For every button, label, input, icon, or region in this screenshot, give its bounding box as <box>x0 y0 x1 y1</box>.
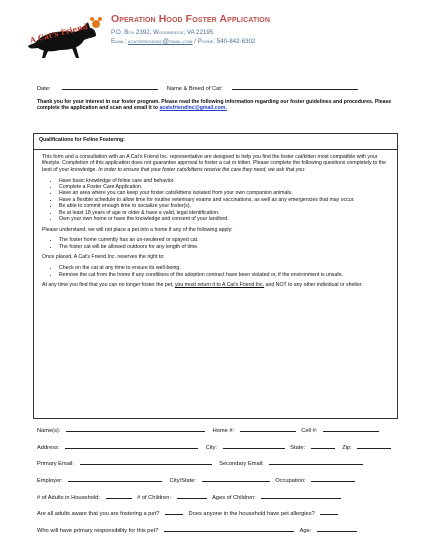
list-item: • Have basic knowledge of feline care and behavior. <box>59 178 389 184</box>
breed-label: Name & Breed of Cat: <box>166 86 223 92</box>
zip-label: Zip: <box>342 445 352 451</box>
children-field[interactable] <box>177 492 207 499</box>
list-item: • Complete a Foster Care Application. <box>59 184 389 190</box>
adults-field[interactable] <box>106 492 132 499</box>
email-link[interactable]: acatsfriendinc@gmail.com <box>127 38 193 45</box>
allergies-field[interactable] <box>320 508 338 515</box>
qualifications-heading: Qualifications for Feline Fostering: <box>34 134 397 150</box>
city-state-field[interactable] <box>202 475 270 482</box>
responsibility-field[interactable] <box>164 525 294 532</box>
city-label: City: <box>205 445 218 451</box>
date-label: Date: <box>37 86 51 92</box>
intro-text: Thank you for your interest in our foster program. Please read the following information regarding our foster guidelines and procedures. Please complete the application and scan and email it to <box>37 99 392 112</box>
secondary-email-label: Secondary Email: <box>219 461 264 467</box>
org-address: P.O. Box 2392, Woodbridge, VA 22195 <box>111 29 214 36</box>
list-item: • The foster home currently has an un-neutered or spayed cat. <box>59 237 389 243</box>
list-item: • Be at least 18 years of age or older & have a valid, legal identification. <box>59 210 389 216</box>
home-phone-field[interactable] <box>240 425 296 432</box>
form-row-email <box>37 458 363 468</box>
employer-label: Employer: <box>37 478 63 484</box>
qualifications-intro <box>42 154 389 173</box>
age-label: Age: <box>299 528 312 534</box>
restrictions-list <box>42 237 389 250</box>
cell-phone-label: Cell #: <box>301 428 318 434</box>
qualifications-box <box>33 133 398 419</box>
state-field[interactable] <box>311 442 335 449</box>
return-policy-underlined: you must return it to A Cat's Friend Inc. <box>174 282 265 289</box>
children-label: # of Children: <box>137 495 171 501</box>
page-title: Operation Hood Foster Application <box>111 13 270 25</box>
form-row-employment <box>37 475 355 485</box>
state-label: State: <box>290 445 306 451</box>
logo <box>26 14 102 62</box>
aware-field[interactable] <box>165 508 183 515</box>
top-fields <box>37 83 358 93</box>
email-label: Email: <box>111 38 127 45</box>
responsibility-label: Who will have primary responsibility for this pet? <box>37 528 159 534</box>
age-field[interactable] <box>317 525 357 532</box>
return-policy-a: At any time you find that you can no longer foster the pet, <box>42 282 174 289</box>
form-row-responsibility <box>37 525 357 535</box>
occupation-label: Occupation: <box>275 478 306 484</box>
rights-intro: Once placed, A Cat's Friend Inc. reserves the right to: <box>42 254 165 261</box>
return-policy <box>42 282 389 288</box>
list-item: • Be able to commit enough time to socialize your foster(s). <box>59 203 389 209</box>
list-item: • Have an area where you can keep your foster cats/kittens isolated from your own companion animals. <box>59 190 389 196</box>
address-field[interactable] <box>65 442 198 449</box>
occupation-field[interactable] <box>311 475 355 482</box>
ages-label: Ages of Children: <box>212 495 256 501</box>
aware-label: Are all adults aware that you are fostering a pet? <box>37 511 160 517</box>
zip-field[interactable] <box>357 442 391 449</box>
list-item: • The foster cat will be allowed outdoors for any length of time. <box>59 244 389 250</box>
return-policy-b: and NOT to any other individual or shelter. <box>265 282 363 289</box>
city-field[interactable] <box>223 442 285 449</box>
employer-field[interactable] <box>68 475 162 482</box>
list-item: • Have a flexible schedule to allow time for routine veterinary exams and vaccinations, as well as any emergencies that may occur. <box>59 197 389 203</box>
list-item: • Check on the cat at any time to ensure its well-being. <box>59 265 389 271</box>
phone-number: 540-842-6302 <box>216 38 256 45</box>
qualifications-para1: This form and a consultation with an A Cat's Friend Inc. representative are designed to help you find the foster cat/kitten most compatible with your lifestyle. Completion of this application does not guarantee approval to foster a cat or kitten. Please complete the following questions completely to the best of your knowledge. <box>42 154 387 173</box>
city-state-label: City/State: <box>169 478 197 484</box>
cat-name-breed-field[interactable] <box>232 83 358 90</box>
allergies-label: Does anyone in the household have pet allergies? <box>188 511 315 517</box>
rights-list <box>42 265 389 278</box>
list-item: • Own your own home or have the knowledge and consent of your landlord. <box>59 216 389 222</box>
home-phone-label: Home #: <box>212 428 235 434</box>
logo-text: A Cat's Friend <box>28 21 89 45</box>
ages-field[interactable] <box>261 492 341 499</box>
primary-email-field[interactable] <box>80 458 212 465</box>
intro-email-link[interactable]: acatsfriendinc@gmail.com. <box>159 105 227 112</box>
address-label: Address: <box>37 445 60 451</box>
qualifications-para1-italic: In order to ensure that your foster cats/kittens receive the care they need, we ask that you: <box>98 166 306 173</box>
intro-paragraph <box>37 99 397 112</box>
name-label: Name(s): <box>37 428 61 434</box>
requirements-list <box>42 178 389 223</box>
form-row-name <box>37 425 379 435</box>
form-row-household <box>37 492 341 502</box>
secondary-email-field[interactable] <box>269 458 363 465</box>
phone-label: / Phone: <box>194 38 216 45</box>
list-item: • Remove the cat from the home if any conditions of the adoption contract have been violated or, if the environment is unsafe. <box>59 272 389 278</box>
cell-phone-field[interactable] <box>323 425 379 432</box>
date-field[interactable] <box>62 83 158 90</box>
restrictions-intro: Please understand, we will not place a pet into a home if any of the following apply: <box>42 226 233 233</box>
form-row-address <box>37 442 391 452</box>
qualifications-body <box>34 150 397 289</box>
primary-email-label: Primary Email: <box>37 461 74 467</box>
name-field[interactable] <box>66 425 205 432</box>
adults-label: # of Adults in Household: <box>37 495 100 501</box>
form-row-awareness <box>37 508 338 518</box>
contact-line <box>111 38 255 45</box>
